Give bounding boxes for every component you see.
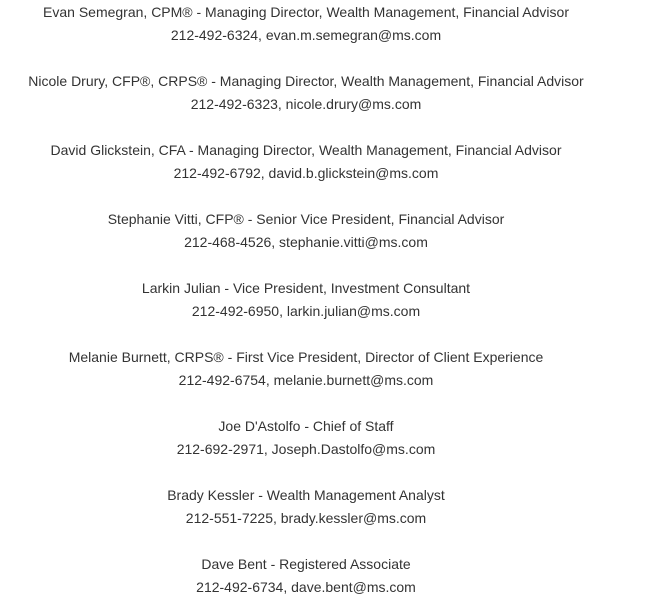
member-title-line: Brady Kessler - Wealth Management Analyst [167,487,445,503]
team-member-dastolfo [0,415,612,461]
member-title-line: Joe D'Astolfo - Chief of Staff [218,418,394,434]
member-title-line: David Glickstein, CFA - Managing Director, Wealth Management, Financial Advisor [50,142,562,158]
member-contact-line: 212-492-6754, melanie.burnett@ms.com [178,372,434,388]
team-member-glickstein [0,139,612,185]
team-member-bent [0,553,612,599]
team-member-vitti [0,208,612,254]
member-contact-line: 212-492-6792, david.b.glickstein@ms.com [173,165,439,181]
member-contact-line: 212-492-6323, nicole.drury@ms.com [190,96,422,112]
team-member-burnett [0,346,612,392]
team-member-semegran [0,1,612,47]
member-title-line: Dave Bent - Registered Associate [201,556,411,572]
member-contact-line: 212-692-2971, Joseph.Dastolfo@ms.com [176,441,436,457]
team-member-drury [0,70,612,116]
member-title-line: Melanie Burnett, CRPS® - First Vice President, Director of Client Experience [68,349,544,365]
member-contact-line: 212-492-6950, larkin.julian@ms.com [191,303,421,319]
member-title-line: Evan Semegran, CPM® - Managing Director, Wealth Management, Financial Advisor [43,4,569,20]
member-title-line: Nicole Drury, CFP®, CRPS® - Managing Director, Wealth Management, Financial Advisor [28,73,584,89]
member-title-line: Stephanie Vitti, CFP® - Senior Vice President, Financial Advisor [107,211,505,227]
team-member-kessler [0,484,612,530]
member-contact-line: 212-551-7225, brady.kessler@ms.com [185,510,427,526]
member-contact-line: 212-492-6734, dave.bent@ms.com [196,579,416,595]
member-contact-line: 212-492-6324, evan.m.semegran@ms.com [170,27,442,43]
team-member-julian [0,277,612,323]
member-contact-line: 212-468-4526, stephanie.vitti@ms.com [184,234,428,250]
member-title-line: Larkin Julian - Vice President, Investment Consultant [141,280,471,296]
